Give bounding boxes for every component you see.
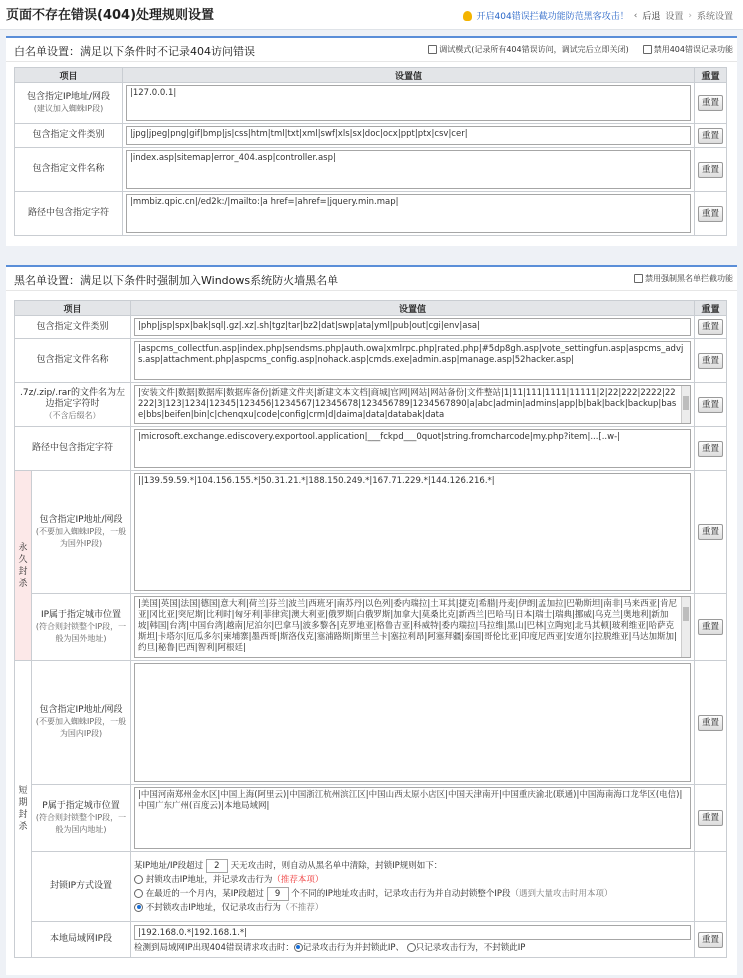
breadcrumb-system-settings[interactable]: 系统设置 <box>696 12 733 22</box>
disable-blacklist-option[interactable] <box>634 273 733 284</box>
lightbulb-icon <box>463 11 472 21</box>
wl-filename-reset-button[interactable]: 重置 <box>698 162 723 178</box>
log-only-label: 不封锁攻击IP地址，仅记录攻击行为 <box>145 902 281 913</box>
blacklist-table: 项目 设置值 重置 包含指定文件类别 |php|jsp|spx|bak|sql|.gz|.xz|.sh|tgz|tar|bz2|dat|swp|ata|yml|pub|out|cgi|env|asa| 重置 包含指定文件名称 |aspcms_collectfun.asp|index.php|sendsms.php|auth.owa|xmlrpc.php|rated.php|#5dp8gh.asp|vote_settingfun.asp|aspcms_advjs.asp|attachment.php|aspcms_config.asp|nohack.asp|cmds.exe|admin.asp|manage.asp|52hacker.asp| 重置 .7z/.zip/.rar的文件名为左边指定字符时 （不含后缀名） |安装文件|数据|数据库|数据库备份|新建文件夹|新建文本文档|商城|官网|网站|网站备份|文件整站|1|11|111|1111|11111|2|22|222|2222|22222|3|123|1234|12345|123456|1234567|12345678|123456789|1234567890|a|abc|admin|admins|app|b|bak|back|backup|base|bbs|beifen|bin|c|chenqxu|code|config|crm|d|daima|data|databak|data 重置 路径中包含指定字符 |microsoft.exchange.ediscovery.exportool.application|___fckpd___0quot|string.fromcharcode|my.php?item|...[..w-| 重置 永久封杀 包含指定IP地址/网段 (不要加入蜘蛛IP段，一般为国外IP段) ||139.59.59.*|104.156.155.*|50.31.21.*|188.150.249.*|167.71.229.*|144.126.216.*| 重置 IP属于指定城市位置 (符合则封锁整个IP段，一般为国外地址) |美国|英国|法国|德国|意大利|荷兰|芬兰|波兰|西班牙|南苏丹|以色列|委内瑞拉|土耳其|捷克|希腊|丹麦|伊朗|孟加拉|巴勒斯坦|南非|马来西亚|肯尼亚|冈比亚|突尼斯|比利时|匈牙利|菲律宾|澳大利亚|俄罗斯|白俄罗斯|加拿大|莫桑比克|新西兰|巴哈马|日本|瑞士|瑞典|挪威|乌克兰|奥地利|新加坡|韩国|台湾|中国台湾|越南|尼泊尔|巴拿马|波多黎各|克罗地亚|格鲁吉亚|科威特|委内瑞拉|马拉维|黑山|巴林|立陶宛|北马其顿|玻利维亚|哈萨克斯坦|卡塔尔|厄瓜多尔|柬埔寨|墨西哥|斯洛伐克|塞浦路斯|斯里兰卡|塞拉利昂|阿塞拜疆|泰国|哥伦比亚|印度尼西亚|安道尔|拉脱维亚|马达加斯加|约旦|秘鲁|巴西|智利|阿根廷| 重置 短期封杀 包含指定IP地址/网段 (不要加入蜘蛛IP段，一般为国内IP段) 重置 P属于指定城市位置 (符合则封锁整个IP段，一般为国内地址) |中国河南郑州金水区|中国上海(阿里云)|中国浙江杭州滨江区|中国山西太原小店区|中国天津南开|中国重庆渝北(联通)|中国海南海口龙华区(电信)|中国广东广州(百度云)|本地局域网| 重置 封锁IP方式设置 某IP地址/IP段超过 2 天无攻击时，则自动从黑名单中清除，封锁IP规则如下： 封锁攻击IP地址，并记录攻击行为（推荐本项） 在最近的一个月内，某IP段超过 9 个不同的IP地址攻击时，记录攻击行为并自动封锁整个IP段（遇到大量攻击时用本项） 不封锁攻击IP地址，仅记录攻击行为（不推荐） 本地局域网IP段 |192.168.0.*|192.168.1.*| 检测到局域网IP出现404错误请求攻击时： 记录攻击行为并封锁此IP、 只记录攻击行为，不封锁此IP 重置 <box>14 300 727 958</box>
block-ip-radio[interactable] <box>134 875 143 884</box>
perm-city-textarea[interactable]: |美国|英国|法国|德国|意大利|荷兰|芬兰|波兰|西班牙|南苏丹|以色列|委内瑞拉|土耳其|捷克|希腊|丹麦|伊朗|孟加拉|巴勒斯坦|南非|马来西亚|肯尼亚|冈比亚|突尼斯|比利时|匈牙利|菲律宾|澳大利亚|俄罗斯|白俄罗斯|加拿大|莫桑比克|新西兰|巴哈马|日本|瑞士|瑞典|挪威|乌克兰|奥地利|新加坡|韩国|台湾|中国台湾|越南|尼泊尔|巴拿马|波多黎各|克罗地亚|格鲁吉亚|科威特|委内瑞拉|马拉维|黑山|巴林|立陶宛|北马其顿|玻利维亚|哈萨克斯坦|卡塔尔|厄瓜多尔|柬埔寨|墨西哥|斯洛伐克|塞浦路斯|斯里兰卡|塞拉利昂|阿塞拜疆|泰国|哥伦比亚|印度尼西亚|安道尔|拉脱维亚|马达加斯加|约旦|秘鲁|巴西|智利|阿根廷| <box>134 596 691 658</box>
col-reset: 重置 <box>695 68 727 83</box>
bl-filename-label: 包含指定文件名称 <box>15 339 131 383</box>
whitelist-table <box>14 67 727 236</box>
bl-path-label: 路径中包含指定字符 <box>15 427 131 471</box>
range-threshold-input[interactable]: 9 <box>267 887 289 901</box>
wl-filetype-reset-button[interactable]: 重置 <box>698 128 723 144</box>
bl-path-reset-button[interactable]: 重置 <box>698 441 723 457</box>
whitelist-header <box>6 38 737 62</box>
debug-mode-checkbox[interactable] <box>428 45 437 54</box>
wl-filetype-label: 包含指定文件类别 <box>15 124 123 148</box>
disable-404-log-label: 禁用404错误记录功能 <box>653 45 733 54</box>
col-item: 项目 <box>15 68 123 83</box>
block-mode-label: 封锁IP方式设置 <box>32 852 131 922</box>
page-title: 页面不存在错误(404)处理规则设置 <box>6 8 215 23</box>
perm-ip-label: 包含指定IP地址/网段 (不要加入蜘蛛IP段，一般为国外IP段) <box>32 471 131 594</box>
whitelist-panel <box>6 36 737 246</box>
bl-col-item: 项目 <box>15 301 131 316</box>
back-arrow-icon: ‹ <box>633 10 638 21</box>
enable-404-tip-link[interactable]: 开启404错误拦截功能防范黑客攻击！ <box>476 12 629 22</box>
disable-404-log-option[interactable] <box>643 44 733 55</box>
top-bar <box>0 0 743 30</box>
back-link[interactable]: 后退 <box>642 12 661 22</box>
debug-mode-option[interactable] <box>428 44 629 55</box>
short-ip-textarea[interactable] <box>134 663 691 782</box>
bl-filetype-textarea[interactable]: |php|jsp|spx|bak|sql|.gz|.xz|.sh|tgz|tar|bz2|dat|swp|ata|yml|pub|out|cgi|env|asa| <box>134 318 691 336</box>
bl-filetype-label: 包含指定文件类别 <box>15 316 131 339</box>
lan-block-radio[interactable] <box>294 943 303 952</box>
wl-path-reset-button[interactable]: 重置 <box>698 206 723 222</box>
bl-col-reset: 重置 <box>695 301 727 316</box>
perm-ip-reset-button[interactable]: 重置 <box>698 524 723 540</box>
wl-filetype-textarea[interactable]: |jpg|jpeg|png|gif|bmp|js|css|htm|tml|txt|xml|swf|xls|sx|doc|ocx|ppt|ptx|csv|cer| <box>126 126 691 145</box>
disable-blacklist-checkbox[interactable] <box>634 274 643 283</box>
bl-col-value: 设置值 <box>131 301 695 316</box>
bl-filename-textarea[interactable]: |aspcms_collectfun.asp|index.php|sendsms.php|auth.owa|xmlrpc.php|rated.php|#5dp8gh.asp|vote_settingfun.asp|aspcms_advjs.asp|attachment.php|aspcms_config.asp|nohack.asp|cmds.exe|admin.asp|manage.asp|52hacker.asp| <box>134 341 691 380</box>
lan-reset-button[interactable]: 重置 <box>698 932 723 948</box>
bl-archive-textarea[interactable]: |安装文件|数据|数据库|数据库备份|新建文件夹|新建文本文档|商城|官网|网站|网站备份|文件整站|1|11|111|1111|11111|2|22|222|2222|22222|3|123|1234|12345|123456|1234567|12345678|123456789|1234567890|a|abc|admin|admins|app|b|bak|back|backup|base|bbs|beifen|bin|c|chenqxu|code|config|crm|d|daima|data|databak|data <box>134 385 691 424</box>
perm-ip-textarea[interactable]: ||139.59.59.*|104.156.155.*|50.31.21.*|188.150.249.*|167.71.229.*|144.126.216.*| <box>134 473 691 591</box>
log-only-radio[interactable] <box>134 903 143 912</box>
wl-path-label: 路径中包含指定字符 <box>15 192 123 236</box>
short-city-textarea[interactable]: |中国河南郑州金水区|中国上海(阿里云)|中国浙江杭州滨江区|中国山西太原小店区|中国天津南开|中国重庆渝北(联通)|中国海南海口龙华区(电信)|中国广东广州(百度云)|本地局域网| <box>134 787 691 849</box>
blacklist-header <box>6 267 737 291</box>
block-range-radio[interactable] <box>134 889 143 898</box>
clear-days-input[interactable]: 2 <box>206 859 228 873</box>
permanent-group-label: 永久封杀 <box>15 471 32 661</box>
short-city-reset-button[interactable]: 重置 <box>698 810 723 826</box>
bl-archive-label: .7z/.zip/.rar的文件名为左边指定字符时 （不含后缀名） <box>15 383 131 427</box>
perm-city-label: IP属于指定城市位置 (符合则封锁整个IP段，一般为国外地址) <box>32 594 131 661</box>
lan-log-only-radio[interactable] <box>407 943 416 952</box>
top-actions <box>463 9 733 22</box>
wl-path-textarea[interactable]: |mmbiz.qpic.cn|/ed2k:/|mailto:|a href=|ahref=|jquery.min.map| <box>126 194 691 233</box>
lan-textarea[interactable]: |192.168.0.*|192.168.1.*| <box>134 925 691 940</box>
block-ip-label: 封锁攻击IP地址，并记录攻击行为 <box>145 874 273 885</box>
short-city-label: P属于指定城市位置 (符合则封锁整个IP段，一般为国内地址) <box>32 785 131 852</box>
bl-filename-reset-button[interactable]: 重置 <box>698 353 723 369</box>
blacklist-title: 黑名单设置：满足以下条件时强制加入Windows系统防火墙黑名单 <box>14 274 339 287</box>
wl-ip-reset-button[interactable]: 重置 <box>698 95 723 111</box>
breadcrumb-separator-icon: › <box>688 10 692 21</box>
disable-404-log-checkbox[interactable] <box>643 45 652 54</box>
lan-label: 本地局域网IP段 <box>32 922 131 958</box>
bl-archive-reset-button[interactable]: 重置 <box>698 397 723 413</box>
block-mode-settings: 某IP地址/IP段超过 2 天无攻击时，则自动从黑名单中清除，封锁IP规则如下： 封锁攻击IP地址，并记录攻击行为（推荐本项） 在最近的一个月内，某IP段超过 9 个不同的IP地址攻击时，记录攻击行为并自动封锁整个IP段（遇到大量攻击时用本项） 不封锁攻击IP地址，仅记录攻击行为（不推荐） <box>131 852 695 922</box>
bl-path-textarea[interactable]: |microsoft.exchange.ediscovery.exportool.application|___fckpd___0quot|string.fromcharcode|my.php?item|...[..w-| <box>134 429 691 468</box>
short-ip-reset-button[interactable]: 重置 <box>698 715 723 731</box>
bl-archive-scrollbar[interactable] <box>681 386 690 423</box>
perm-city-scrollbar[interactable] <box>681 597 690 657</box>
perm-city-reset-button[interactable]: 重置 <box>698 619 723 635</box>
wl-filename-label: 包含指定文件名称 <box>15 148 123 192</box>
shortterm-group-label: 短期封杀 <box>15 661 32 958</box>
whitelist-title: 白名单设置：满足以下条件时不记录404访问错误 <box>14 45 255 58</box>
disable-blacklist-label: 禁用强制黑名单拦截功能 <box>645 274 733 283</box>
blacklist-panel <box>6 265 737 975</box>
wl-ip-label: 包含指定IP地址/网段 (建议加入蜘蛛IP段) <box>15 83 123 124</box>
breadcrumb-settings[interactable]: 设置 <box>665 12 684 22</box>
wl-filename-textarea[interactable]: |index.asp|sitemap|error_404.asp|controller.asp| <box>126 150 691 189</box>
col-value: 设置值 <box>123 68 695 83</box>
short-ip-label: 包含指定IP地址/网段 (不要加入蜘蛛IP段，一般为国内IP段) <box>32 661 131 785</box>
debug-mode-label: 调试模式(记录所有404错误访问，调试完后立即关闭) <box>439 45 629 54</box>
wl-ip-textarea[interactable]: |127.0.0.1| <box>126 85 691 121</box>
bl-filetype-reset-button[interactable]: 重置 <box>698 319 723 335</box>
